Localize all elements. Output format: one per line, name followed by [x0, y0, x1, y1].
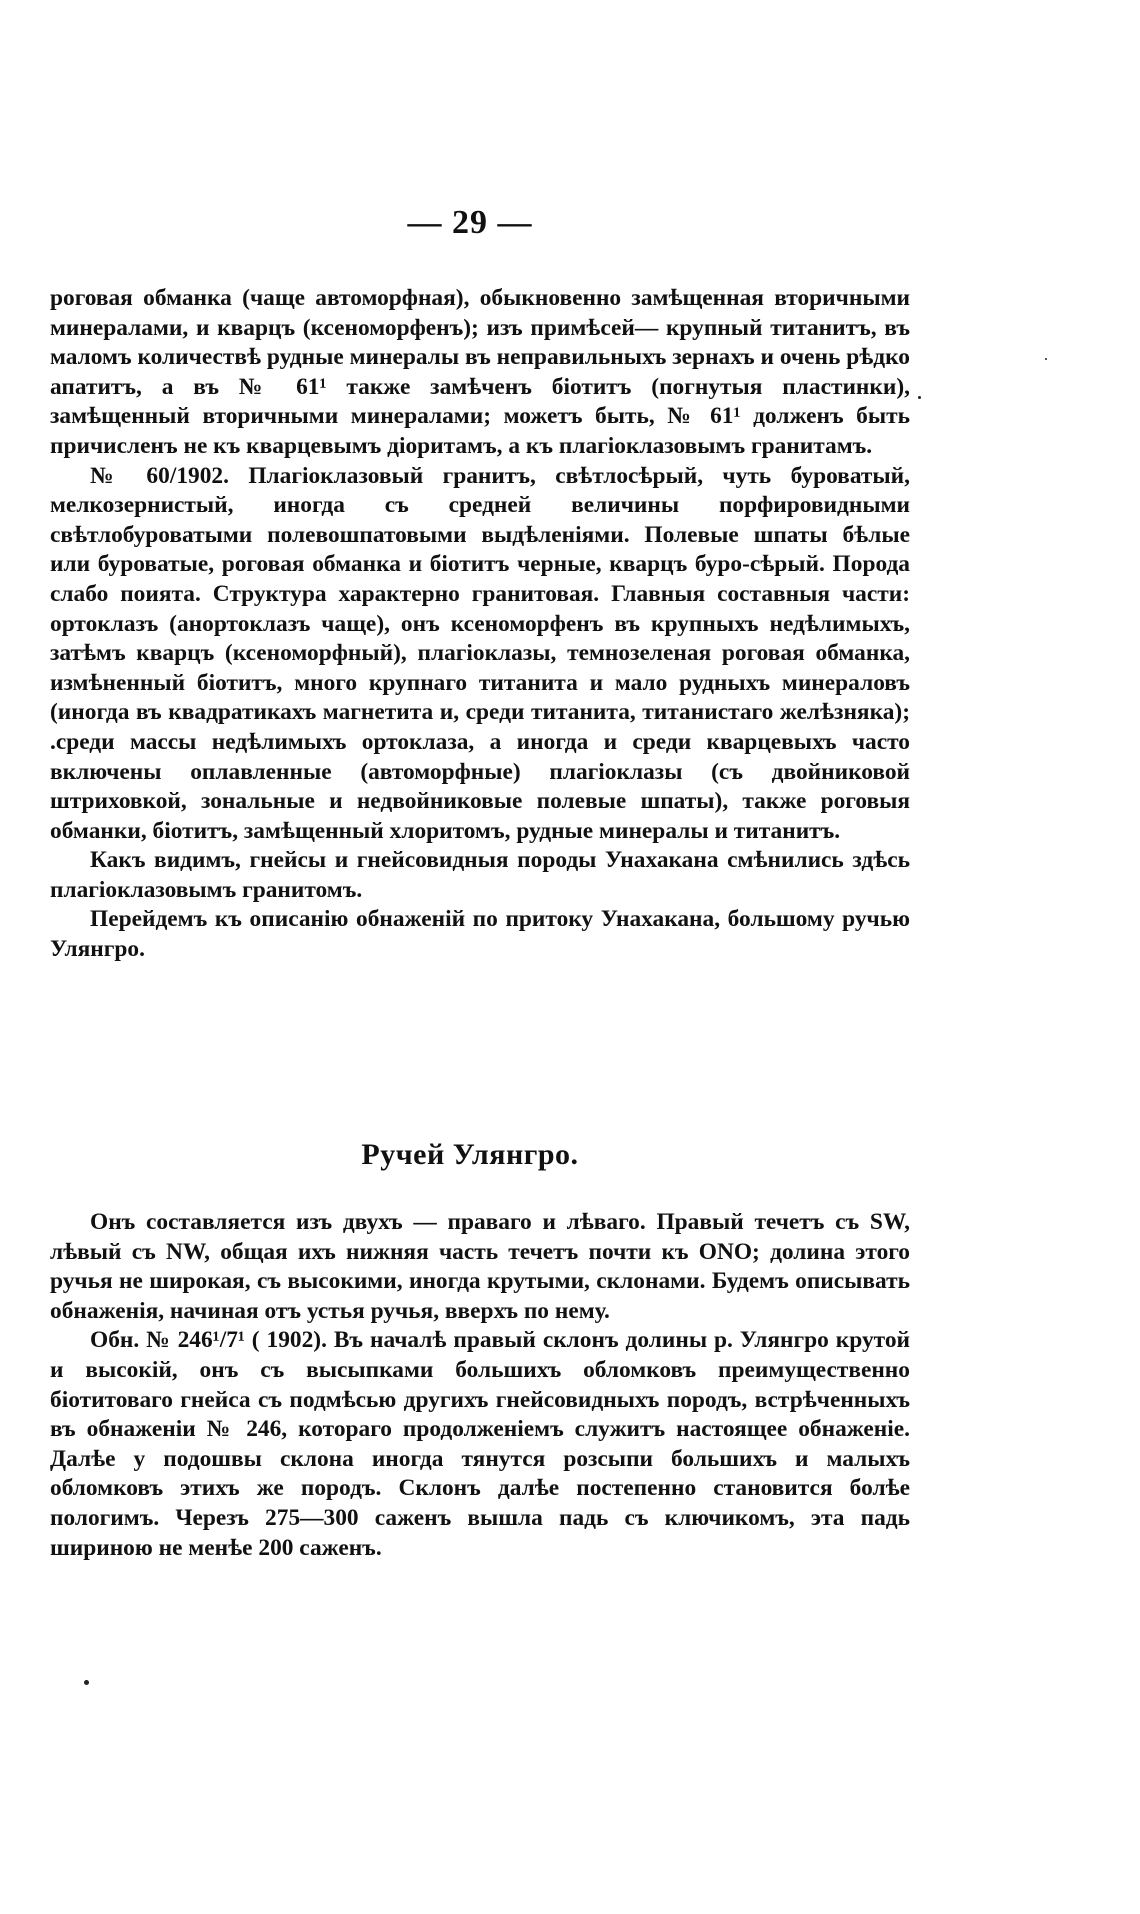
page-number: — 29 —: [407, 204, 533, 241]
body-text-section: [50, 1208, 910, 1563]
paragraph: Онъ составляется изъ двухъ — праваго и лѣваго. Правый течетъ съ SW, лѣвый съ NW, общая ихъ нижняя часть течетъ почти къ ONO; долина этого ручья не широкая, съ высокими, иногда крутыми, склонами. Будемъ описывать обнаженія, начиная отъ устья ручья, вверхъ по нему.: [50, 1209, 910, 1324]
paragraph: № 60/1902. Плагіоклазовый гранитъ, свѣтлосѣрый, чуть буроватый, мелкозернистый, иногда съ средней величины порфировидными свѣтлобуроватыми полевошпатовыми выдѣленіями. Полевые шпаты бѣлые или буроватые, роговая обманка и біотитъ черные, кварцъ буро-сѣрый. Порода слабо поията. Структура характерно гранитовая. Главныя составныя части: ортоклазъ (анортоклазъ чаще), онъ ксеноморфенъ въ крупныхъ недѣлимыхъ, затѣмъ кварцъ (ксеноморфный), плагіоклазы, темнозеленая роговая обманка, измѣненный біотитъ, много крупнаго титанита и мало рудныхъ минераловъ (иногда въ квадратикахъ магнетита и, среди титанита, титанистаго желѣзняка); .среди массы недѣлимыхъ ортоклаза, а иногда и среди кварцевыхъ часто включены оплавленные (автоморфные) плагіоклазы (съ двойниковой штриховкой, зональные и недвойниковые полевые шпаты), также роговыя обманки, біотитъ, замѣщенный хлоритомъ, рудные минералы и титанитъ.: [50, 462, 910, 844]
section-heading: Ручей Улянгро.: [361, 1138, 579, 1171]
paragraph: Обн. № 246¹/7¹ ( 1902). Въ началѣ правый склонъ долины р. Улянгро крутой и высокій, онъ съ высыпками большихъ обломковъ преимущественно біотитоваго гнейса съ подмѣсью другихъ гнейсовидныхъ породъ, встрѣченныхъ въ обнаженіи № 246, котораго продолженіемъ служитъ настоящее обнаженіе. Далѣе у подошвы склона иногда тянутся розсыпи большихъ и малыхъ обломковъ этихъ же породъ. Склонъ далѣе постепенно становится болѣе пологимъ. Черезъ 275—300 саженъ вышла падь съ ключикомъ, эта падь шириною не менѣе 200 саженъ.: [50, 1327, 910, 1561]
paragraph: Перейдемъ къ описанію обнаженій по притоку Унахакана, большому ручью Улянгро.: [50, 906, 910, 963]
body-text-section: [50, 284, 910, 965]
print-speck: [1045, 358, 1047, 360]
print-speck: [84, 1680, 89, 1685]
print-speck: [918, 396, 921, 399]
paragraph: Какъ видимъ, гнейсы и гнейсовидныя породы Унахакана смѣнились здѣсь плагіоклазовымъ гранитомъ.: [50, 847, 910, 903]
paragraph: роговая обманка (чаще автоморфная), обыкновенно замѣщенная вторичными минералами, и кварцъ (ксеноморфенъ); изъ примѣсей— крупный титанитъ, въ маломъ количествѣ рудные минералы въ неправильныхъ зернахъ и очень рѣдко апатитъ, а въ № 61¹ также замѣченъ біотитъ (погнутыя пластинки), замѣщенный вторичными минералами; можетъ быть, № 61¹ долженъ быть причисленъ не къ кварцевымъ діоритамъ, а къ плагіоклазовымъ гранитамъ.: [50, 285, 910, 459]
